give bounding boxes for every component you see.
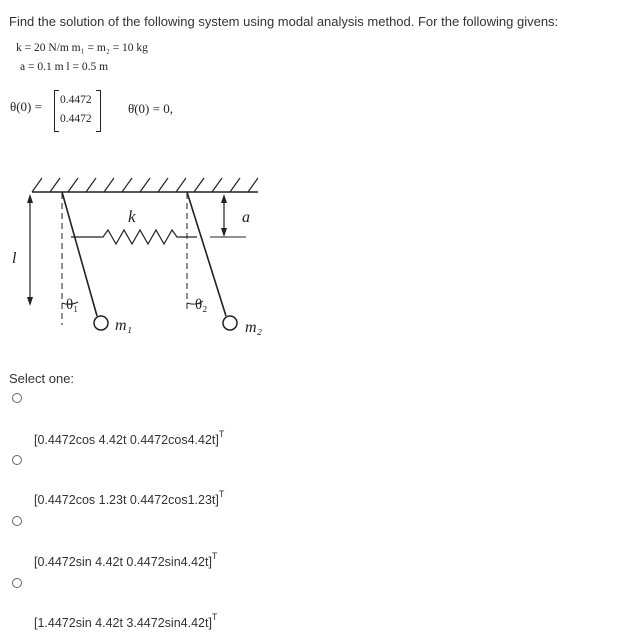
spring-label: k xyxy=(128,207,136,226)
option-4-radio[interactable] xyxy=(12,578,22,588)
option-4-text[interactable]: [1.4472sin 4.42t 3.4472sin4.42t]$^T$ xyxy=(34,612,218,631)
theta-zero-label: θ(0) = xyxy=(10,99,42,114)
a-arrow-bottom xyxy=(221,228,227,237)
option-2-radio[interactable] xyxy=(12,455,22,465)
theta-zero-bottom: 0.4472 xyxy=(60,113,92,125)
l-arrow-top xyxy=(27,194,33,203)
select-one-label: Select one: xyxy=(9,371,75,386)
a-label: a xyxy=(242,209,250,226)
question-text: Find the solution of the following system using modal analysis method. For the following givens: xyxy=(9,14,559,29)
theta-dot-zero: θ̇(0) = 0, xyxy=(128,101,173,116)
m1-label: m₁ xyxy=(115,317,133,334)
option-2-text[interactable]: [0.4472cos 1.23t 0.4472cos1.23t]$^T$ xyxy=(34,489,225,508)
spring xyxy=(71,230,197,244)
option-1-text[interactable]: [0.4472cos 4.42t 0.4472cos4.42t]$^T$ xyxy=(34,429,225,448)
theta1-label: θ₁ xyxy=(66,297,79,313)
l-label: l xyxy=(12,250,17,267)
mass-1 xyxy=(94,316,108,330)
option-3-radio[interactable] xyxy=(12,516,22,526)
a-arrow-top xyxy=(221,194,227,203)
option-3-text[interactable]: [0.4472sin 4.42t 0.4472sin4.42t]$^T$ xyxy=(34,551,218,570)
option-1-radio[interactable] xyxy=(12,393,22,403)
mass-2 xyxy=(223,316,237,330)
l-arrow-bottom xyxy=(27,297,33,306)
givens-line-1: k = 20 N/m m₁ = m₂ = 10 kg xyxy=(16,42,148,54)
givens-line-2: a = 0.1 m l = 0.5 m xyxy=(20,61,109,73)
theta-zero-top: 0.4472 xyxy=(60,94,92,106)
theta2-label: θ₂ xyxy=(195,297,208,313)
ceiling-hatching xyxy=(32,178,258,192)
m2-label: m₂ xyxy=(245,319,263,336)
